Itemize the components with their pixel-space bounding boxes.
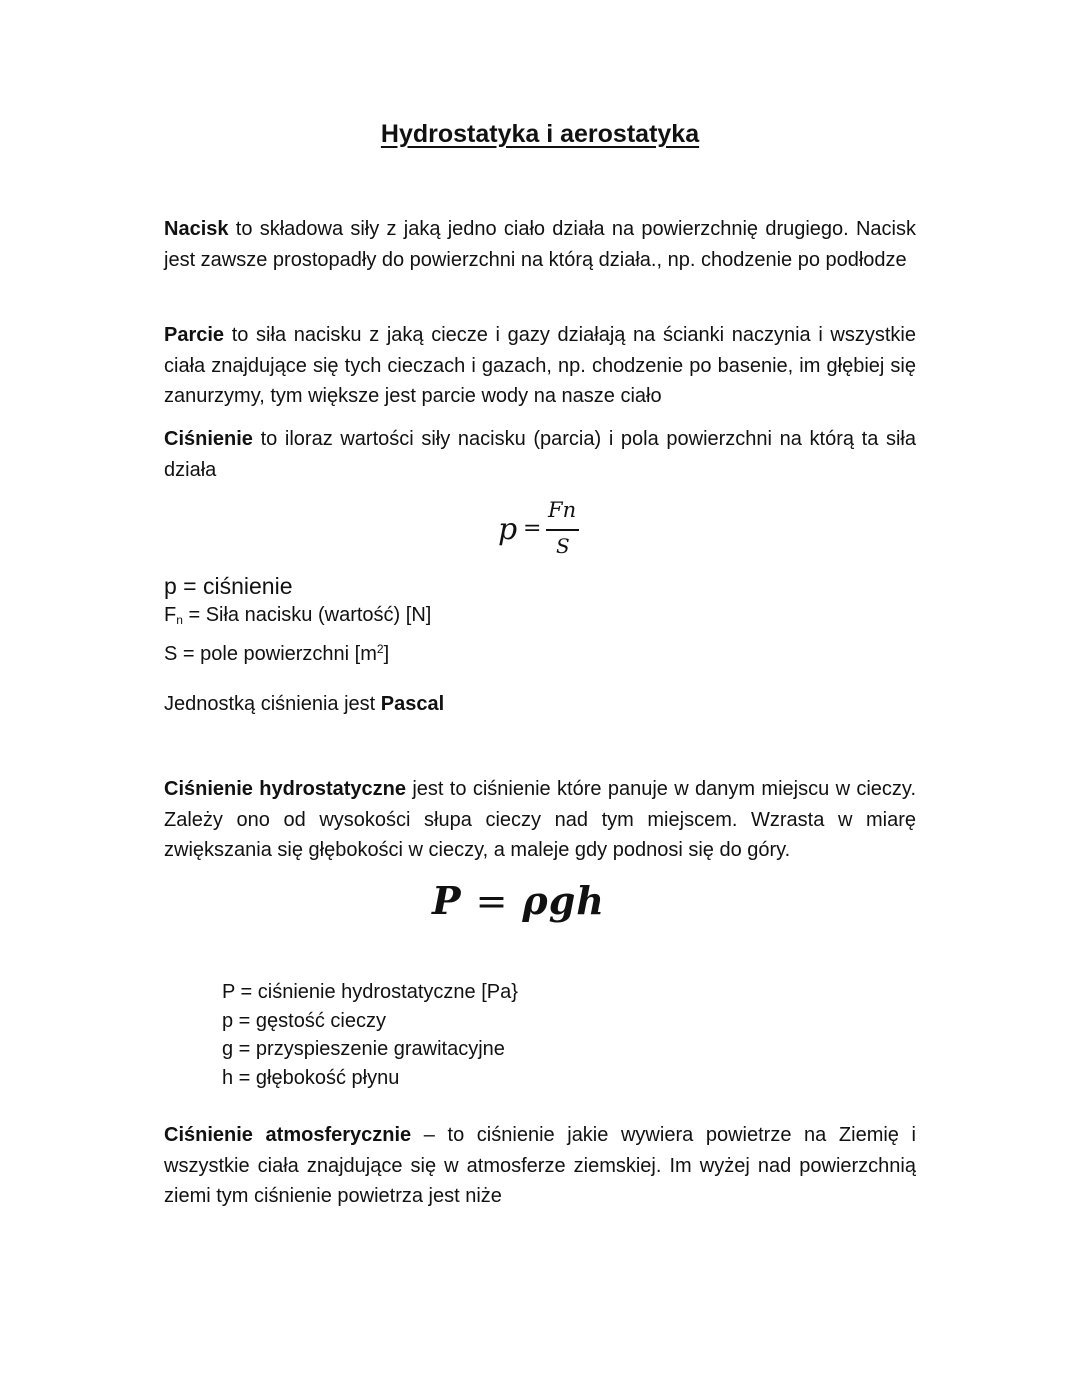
formula2-rhs: ρgh (522, 878, 605, 923)
definition-nacisk: to składowa siły z jaką jedno ciało działa na powierzchnię drugiego. Nacisk jest zawsze prostopadły do powierzchni na którą działa., np. chodzenie po podłodze (164, 218, 916, 271)
fraction-bar (546, 529, 579, 531)
definition-cisnienie: to iloraz wartości siły nacisku (parcia) i pola powierzchni na którą ta siła działa (164, 428, 916, 481)
unit-bold: Pascal (380, 693, 445, 715)
paragraph-nacisk (164, 214, 916, 275)
term-cisnienie: Ciśnienie (164, 428, 253, 450)
pressure-formula (498, 498, 598, 568)
paragraph-atmospheric (164, 1120, 916, 1212)
formula-lhs: p (498, 512, 518, 547)
formula-equals: = (523, 516, 542, 541)
legend-fn-letter: F (164, 604, 177, 626)
formula-denominator: S (556, 534, 570, 558)
paragraph-unit (164, 689, 916, 720)
definition-atmospheric: – to ciśnienie jakie wywiera powietrze na Ziemię i wszystkie ciała znajdujące się w atmosferze ziemskiej. Im wyżej nad powierzchnią ziemi tym ciśnienie powietrza jest niże (164, 1124, 916, 1207)
paragraph-cisnienie (164, 424, 916, 485)
definition-hydrostatic: jest to ciśnienie które panuje w danym miejscu w cieczy. Zależy ono od wysokości słupa cieczy nad tym miejscem. Wzrasta w miarę zwiększania się głębokości w cieczy, a maleje gdy podnosi się do góry. (164, 778, 916, 861)
term-nacisk: Nacisk (164, 218, 229, 240)
legend-fn-text: = Siła nacisku (wartość) [N] (182, 604, 432, 626)
hydrostatic-formula (432, 878, 605, 923)
legend-s-end: ] (383, 643, 390, 665)
paragraph-hydrostatic (164, 774, 916, 866)
unit-text: Jednostką ciśnienia jest (164, 693, 381, 715)
page-title: Hydrostatyka i aerostatyka (380, 120, 700, 148)
formula-numerator: Fn (548, 498, 577, 522)
legend2-line: g = przyspieszenie grawitacyjne (222, 1038, 505, 1060)
legend-fn (164, 601, 431, 635)
legend-s-text: S = pole powierzchni [m (164, 643, 377, 665)
formula2-equals: = (475, 879, 509, 923)
legend2-line: p = gęstość cieczy (222, 1009, 386, 1032)
term-hydrostatic: Ciśnienie hydrostatyczne (164, 778, 406, 800)
pressure-legend (164, 572, 431, 669)
legend-s (164, 635, 431, 669)
paragraph-parcie (164, 320, 916, 412)
term-atmospheric: Ciśnienie atmosferycznie (164, 1124, 412, 1146)
definition-parcie: to siła nacisku z jaką ciecze i gazy działają na ścianki naczynia i wszystkie ciała znajdujące się tych cieczach i gazach, np. chodzenie po basenie, im głębiej się zanurzymy, tym większe jest parcie wody na nasze ciało (164, 324, 916, 407)
term-parcie: Parcie (164, 324, 225, 346)
legend-p: p = ciśnienie (164, 573, 293, 599)
legend-s-superscript: 2 (376, 642, 384, 656)
legend-fn-subscript: n (176, 613, 183, 627)
legend2-line: h = głębokość płynu (222, 1066, 400, 1089)
legend2-line: P = ciśnienie hydrostatyczne [Pa} (222, 981, 518, 1003)
hydrostatic-legend (222, 978, 518, 1092)
formula2-lhs: P (432, 878, 462, 923)
